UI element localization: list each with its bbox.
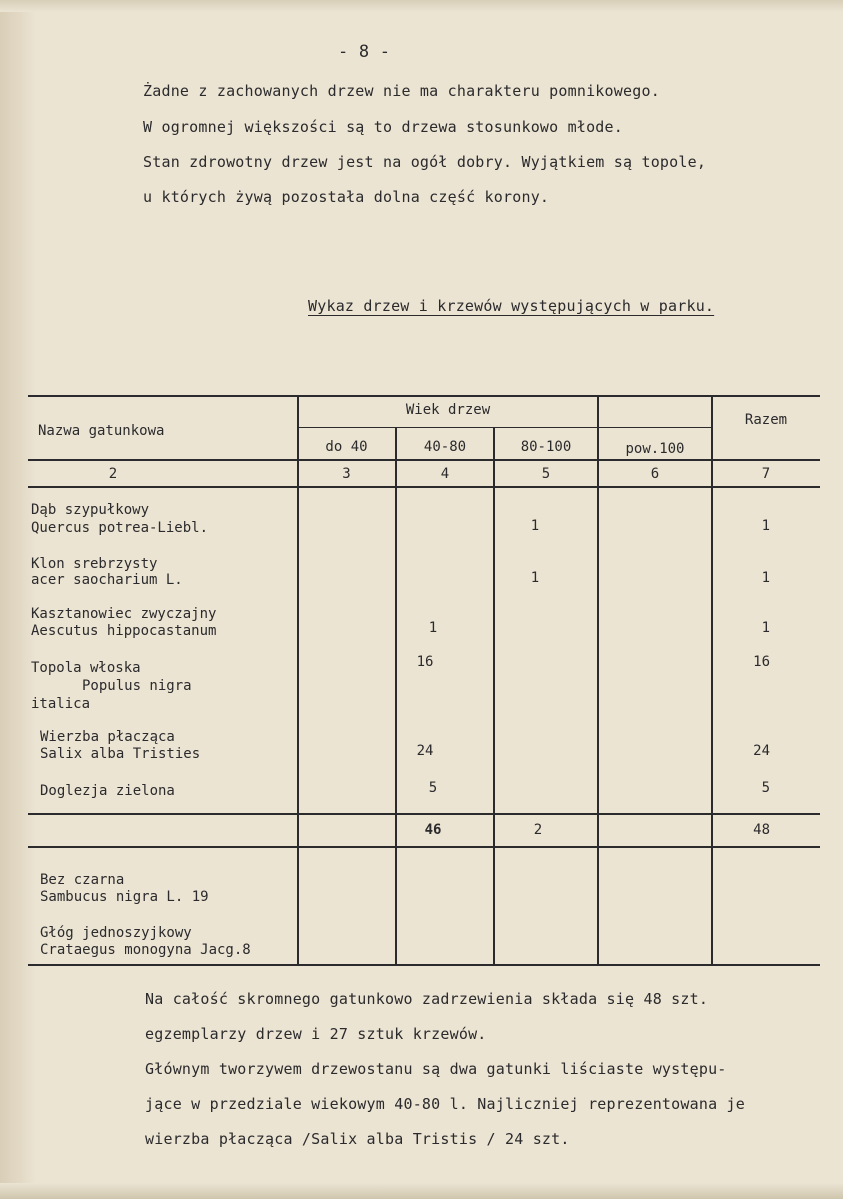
row-2-latin: acer saocharium L. — [31, 572, 183, 588]
col-number: 7 — [761, 466, 771, 482]
shrub-1-name: Bez czarna — [40, 872, 125, 888]
col-divider-3 — [493, 427, 495, 966]
col-number: 5 — [541, 466, 551, 482]
intro-line-4: u których żywą pozostała dolna część korony. — [143, 188, 550, 206]
summary-line-4: jące w przedziale wiekowym 40-80 l. Najliczniej reprezentowana je — [145, 1095, 745, 1113]
row-4-40-80: 16 — [416, 654, 434, 670]
row-5-40-80: 24 — [416, 743, 434, 759]
page-number: - 8 - — [338, 42, 391, 62]
header-bottom-rule — [28, 459, 820, 461]
col-number: 4 — [440, 466, 450, 482]
row-4-total: 16 — [753, 654, 770, 670]
sum-40-80: 46 — [424, 822, 442, 838]
page-edge-shadow — [0, 0, 36, 1199]
sum-bottom-rule — [28, 846, 820, 848]
row-5-latin: Salix alba Tristies — [40, 746, 201, 762]
col-number: 6 — [650, 466, 660, 482]
row-2-total: 1 — [761, 570, 770, 586]
sum-top-rule — [28, 813, 820, 815]
row-1-latin: Quercus potrea-Liebl. — [31, 520, 209, 536]
row-3-40-80: 1 — [428, 620, 438, 636]
row-2-80-100: 1 — [530, 570, 540, 586]
row-6-name: Doglezja zielona — [40, 783, 175, 799]
col-number: 3 — [342, 466, 351, 482]
row-3-latin: Aescutus hippocastanum — [31, 623, 217, 639]
col-number: 2 — [108, 466, 118, 482]
row-5-name: Wierzba płacząca — [40, 729, 175, 745]
header-age-group: Wiek drzew — [405, 402, 491, 418]
summary-line-1: Na całość skromnego gatunkowo zadrzewienia składa się 48 szt. — [145, 990, 709, 1008]
shrub-2-name: Głóg jednoszyjkowy — [40, 925, 192, 941]
intro-line-2: W ogromnej większości są to drzewa stosunkowo młode. — [143, 118, 623, 136]
row-4-latin-cont: italica — [31, 696, 91, 712]
page-top-edge — [0, 0, 843, 12]
row-4-latin: Populus nigra — [82, 678, 192, 694]
row-2-name: Klon srebrzysty — [31, 556, 158, 572]
intro-line-3: Stan zdrowotny drzew jest na ogół dobry. Wyjątkiem są topole, — [143, 153, 707, 171]
intro-line-1: Żadne z zachowanych drzew nie ma charakteru pomnikowego. — [143, 82, 660, 100]
shrub-2-latin: Crataegus monogyna Jacg.8 — [40, 942, 251, 958]
header-name: Nazwa gatunkowa — [38, 423, 165, 439]
row-3-total: 1 — [761, 620, 770, 636]
row-1-total: 1 — [761, 518, 770, 534]
row-6-total: 5 — [761, 780, 770, 796]
row-4-name: Topola włoska — [31, 660, 141, 676]
header-age-4: pow.100 — [625, 441, 685, 457]
sum-total: 48 — [753, 822, 770, 838]
column-numbers-rule — [28, 486, 820, 488]
summary-line-2: egzemplarzy drzew i 27 sztuk krzewów. — [145, 1025, 487, 1043]
row-5-total: 24 — [753, 743, 770, 759]
row-1-name: Dąb szypułkowy — [31, 502, 150, 518]
header-age-2: 40-80 — [423, 439, 467, 455]
row-6-40-80: 5 — [428, 780, 438, 796]
summary-line-3: Głównym tworzywem drzewostanu są dwa gatunki liściaste występu- — [145, 1060, 727, 1078]
header-total: Razem — [744, 412, 788, 428]
table-title: Wykaz drzew i krzewów występujących w parku. — [308, 297, 715, 315]
page-bottom-edge — [0, 1183, 843, 1199]
header-age-3: 80-100 — [520, 439, 572, 455]
row-1-80-100: 1 — [530, 518, 540, 534]
col-divider-2 — [395, 427, 397, 966]
table-bottom-rule — [28, 964, 820, 966]
summary-line-5: wierzba płacząca /Salix alba Tristis / 24 szt. — [145, 1130, 570, 1148]
table-top-rule — [28, 395, 820, 397]
header-age-1: do 40 — [325, 439, 368, 455]
sum-80-100: 2 — [533, 822, 543, 838]
row-3-name: Kasztanowiec zwyczajny — [31, 606, 217, 622]
age-subheader-rule — [298, 427, 712, 428]
shrub-1-latin: Sambucus nigra L. 19 — [40, 889, 209, 905]
